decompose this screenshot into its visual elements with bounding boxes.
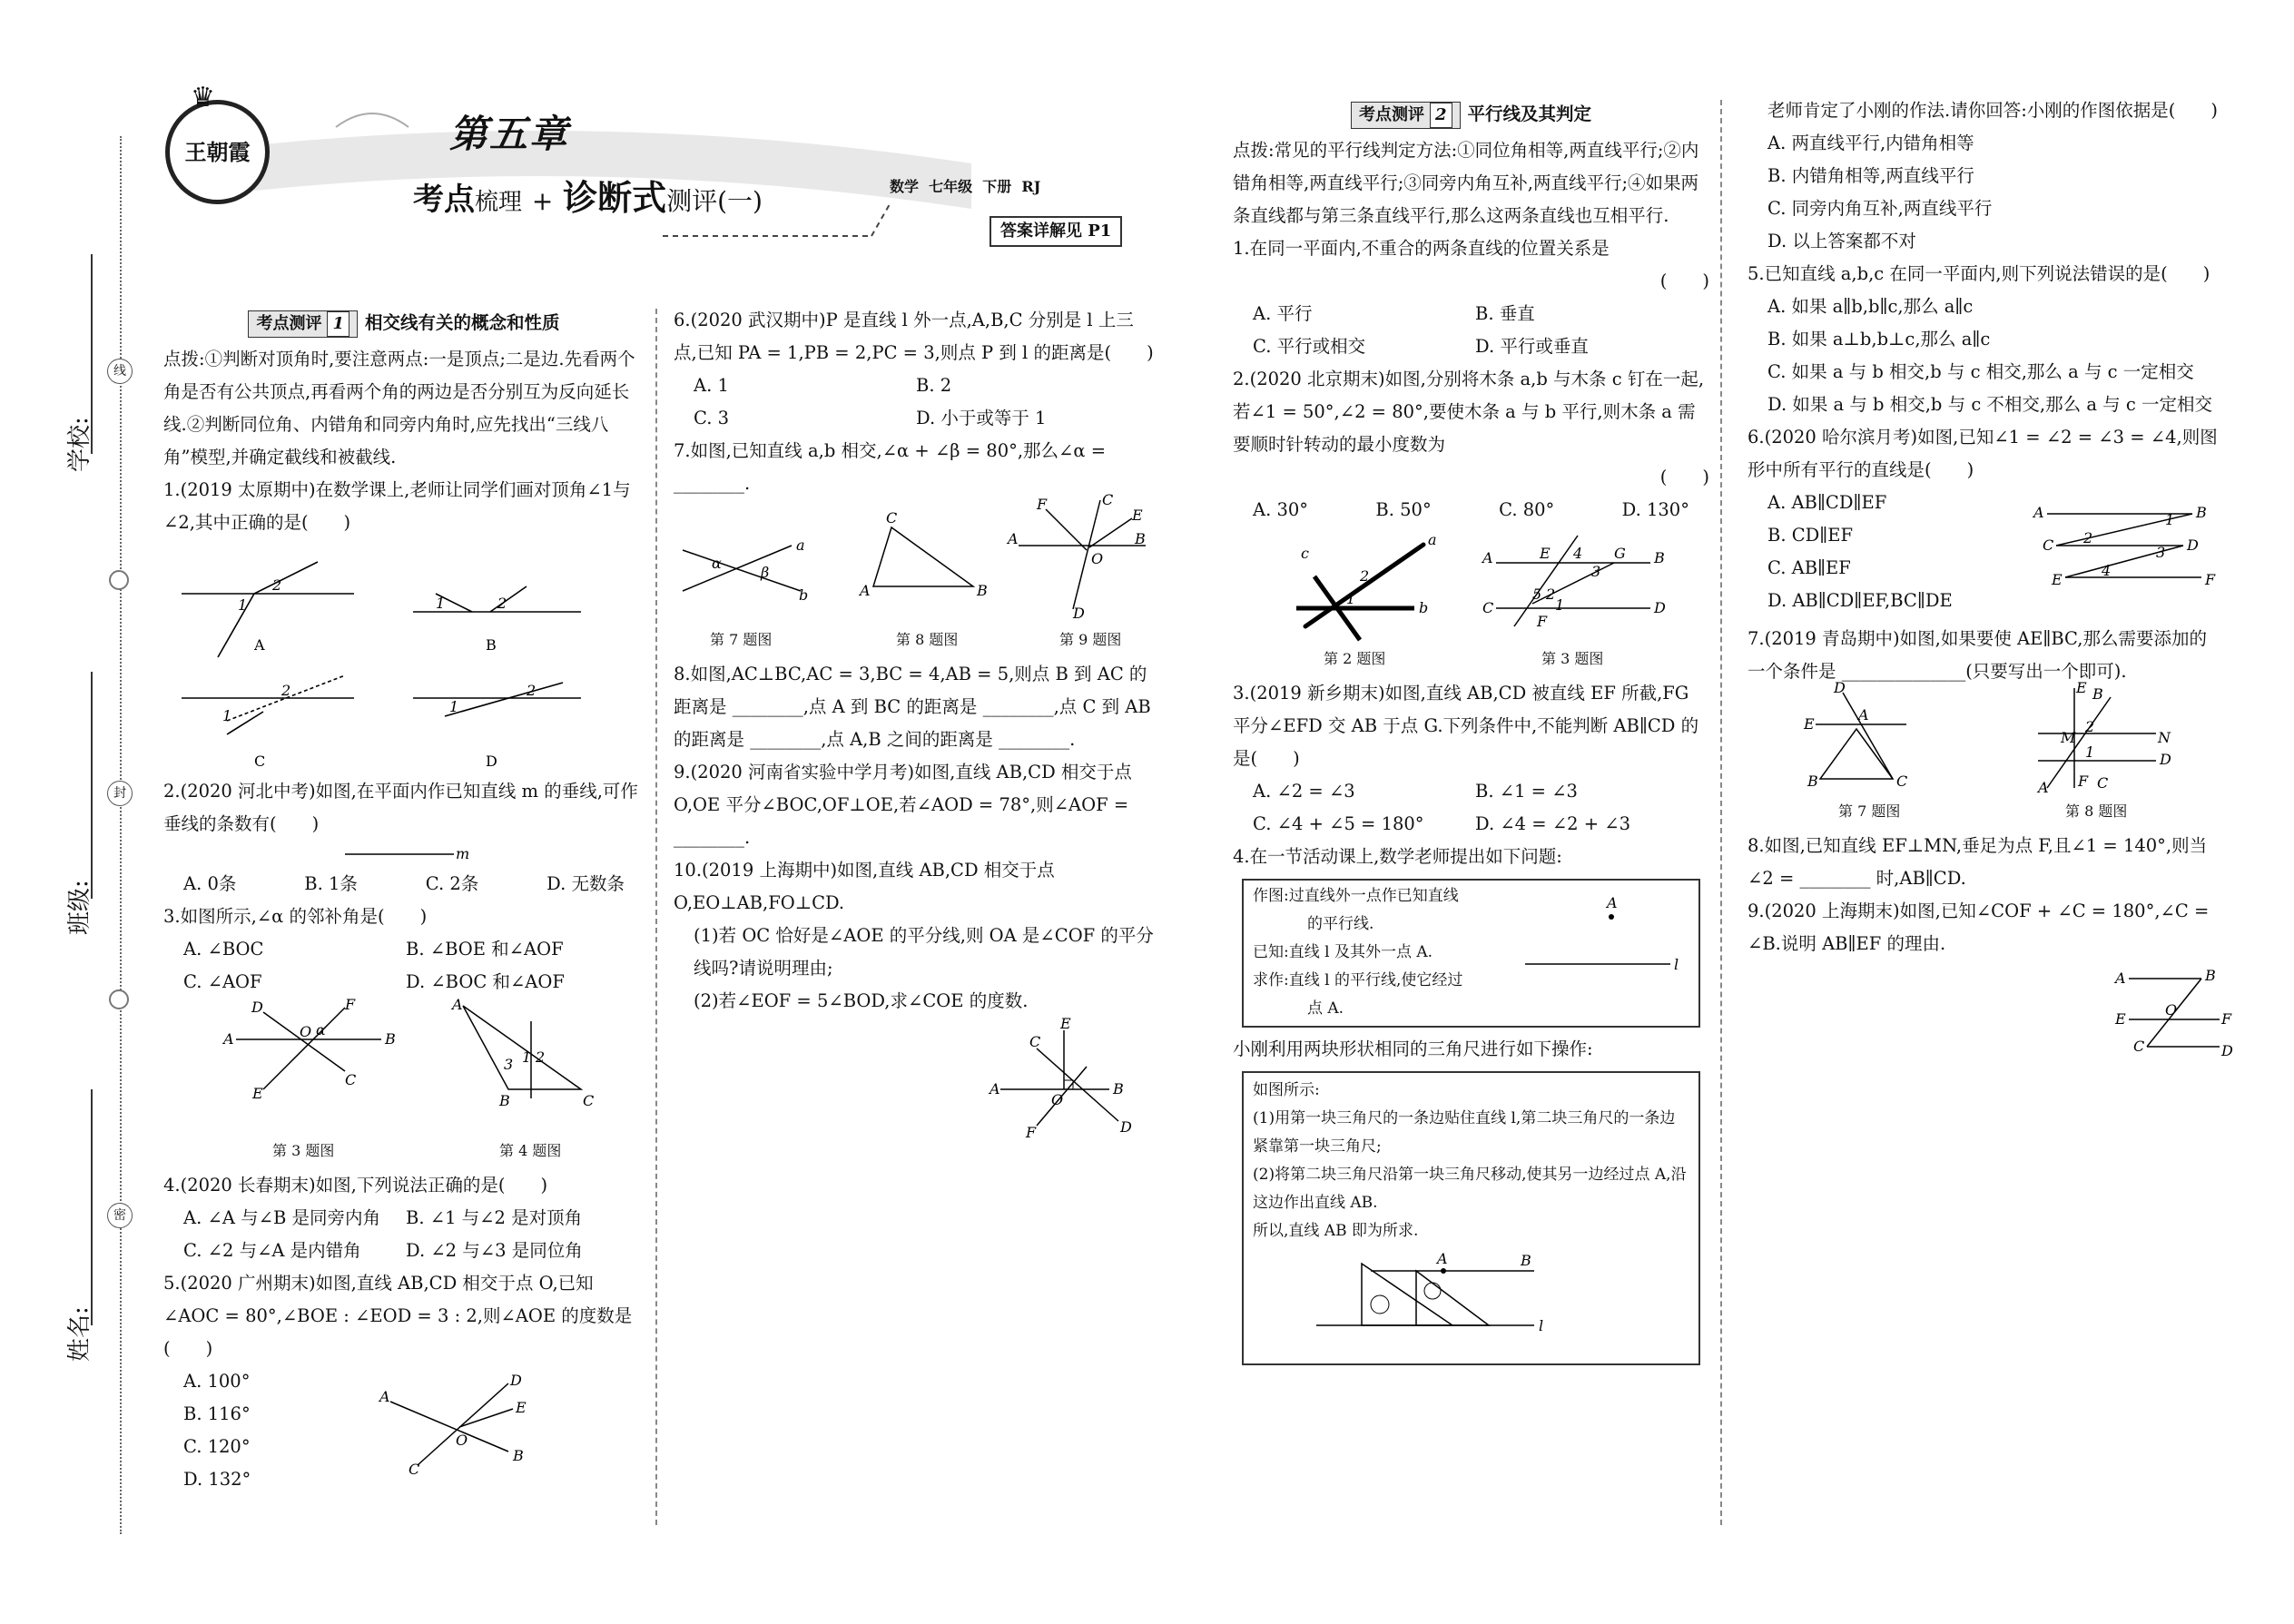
svg-text:C: C <box>1896 773 1908 790</box>
svg-text:1: 1 <box>222 707 232 724</box>
svg-text:B: B <box>2196 504 2207 521</box>
seal-mark-3: 密 <box>107 1203 133 1228</box>
name-label: 姓名: <box>66 1306 94 1362</box>
svg-text:O: O <box>456 1432 468 1449</box>
svg-text:B: B <box>385 1030 396 1048</box>
question-8: 8.如图,AC⊥BC,AC = 3,BC = 4,AB = 5,则点 B 到 AC 的距离是 ________,点 A 到 BC 的距离是 ________,点 C 到 AB 的距离是 ________,点 A,B 之间的距离是 ________. <box>674 664 1151 750</box>
svg-text:1: 1 <box>238 596 248 614</box>
q3-q4-figures <box>163 996 645 1144</box>
svg-text:4: 4 <box>1573 545 1583 562</box>
crown-icon: ♛ <box>191 82 215 113</box>
svg-text:A: A <box>1008 530 1019 547</box>
c3-fig2-caption: 第 2 题图 <box>1324 650 1386 667</box>
q3-2-paren: ( ) <box>1659 467 1709 487</box>
method-line-1: 如图所示: <box>1253 1081 1320 1099</box>
svg-text:E: E <box>516 1399 527 1416</box>
q5-opt-b[interactable]: B. 116° <box>183 1403 251 1424</box>
svg-text:2: 2 <box>1360 567 1370 585</box>
q3-3-options-row1 <box>1233 775 1709 808</box>
svg-text:C: C <box>1102 491 1114 508</box>
svg-text:5: 5 <box>1532 586 1542 603</box>
svg-text:1: 1 <box>2085 743 2095 761</box>
q4-opt-c[interactable]: C. ∠2 与∠A 是内错角 <box>183 1240 361 1261</box>
svg-text:3: 3 <box>504 1056 514 1073</box>
title-part-d: 测评(一) <box>666 186 763 216</box>
q10-figure <box>674 1015 1155 1157</box>
method-line-4: 所以,直线 AB 即为所求. <box>1253 1222 1419 1240</box>
c3-fig3-caption: 第 3 题图 <box>1541 650 1604 667</box>
name-blank[interactable] <box>91 1089 93 1325</box>
seal-mark-2: 封 <box>107 781 133 806</box>
main-title <box>413 177 763 219</box>
c4-q6-options <box>1767 487 1953 617</box>
c3q2-opt-a[interactable]: A. 30° <box>1253 499 1309 520</box>
fig9-caption: 第 9 题图 <box>1059 631 1122 648</box>
q4-figure <box>450 996 594 1109</box>
svg-text:l: l <box>1674 956 1679 973</box>
c4-q6-figure <box>2029 505 2220 605</box>
svg-text:2: 2 <box>2085 718 2095 735</box>
c4-q7-q8-figures <box>1748 679 2224 806</box>
svg-text:D: D <box>251 999 263 1016</box>
svg-text:D: D <box>2221 1042 2233 1059</box>
c4-q4-opt-c[interactable]: C. 同旁内角互补,两直线平行 <box>1767 198 1993 219</box>
title-part-c: 诊断式 <box>563 177 667 218</box>
c4-fig7-caption: 第 7 题图 <box>1838 802 1901 820</box>
svg-text:F: F <box>1037 496 1048 513</box>
svg-text:l: l <box>1539 1317 1544 1334</box>
c4-q5-opt-b[interactable]: B. 如果 a⊥b,b⊥c,那么 a∥c <box>1767 329 1991 349</box>
c4-q6-opt-d[interactable]: D. AB∥CD∥EF,BC∥DE <box>1767 590 1953 611</box>
svg-text:3: 3 <box>2156 544 2166 561</box>
svg-text:B: B <box>1113 1080 1124 1097</box>
svg-text:α: α <box>316 1021 326 1038</box>
svg-text:C: C <box>345 1071 357 1088</box>
svg-text:C: C <box>1482 599 1494 616</box>
logo-badge: 王朝霞 <box>165 100 270 204</box>
tip-2: 点拨:常见的平行线判定方法:①同位角相等,两直线平行;②内错角相等,两直线平行;③同旁内角互补,两直线平行;④如果两条直线都与第三条直线平行,那么这两条直线也互相平行. <box>1233 140 1699 226</box>
section-tag-2: 考点测评 2 <box>1351 102 1461 129</box>
method-box <box>1242 1071 1700 1365</box>
q4-options-row2 <box>163 1235 645 1267</box>
q7-figure <box>683 536 808 604</box>
q2-opt-a[interactable]: A. 0条 <box>183 873 237 894</box>
svg-text:b: b <box>799 586 809 604</box>
section-2-heading <box>1233 98 1709 131</box>
section-title-2: 平行线及其判定 <box>1467 103 1592 124</box>
c4-q4-opt-b[interactable]: B. 内错角相等,两直线平行 <box>1767 165 1974 186</box>
c4-q7-figure <box>1803 679 1907 790</box>
svg-text:D: D <box>1120 1118 1132 1136</box>
q1-figures <box>163 539 645 775</box>
task-line-5: 点 A. <box>1307 999 1344 1018</box>
subject-meta: 数学 七年级 下册 RJ <box>890 178 1041 195</box>
q1-figure-d <box>413 682 581 770</box>
svg-text:b: b <box>1419 599 1429 616</box>
svg-text:A: A <box>1482 549 1493 566</box>
c3q3-opt-a[interactable]: A. ∠2 = ∠3 <box>1253 781 1355 802</box>
q3-opt-a[interactable]: A. ∠BOC <box>183 939 264 960</box>
svg-text:1: 1 <box>1346 590 1356 607</box>
q4-options-row1 <box>163 1202 645 1235</box>
svg-text:B: B <box>2205 967 2216 984</box>
q3-1-options-row2 <box>1233 330 1709 363</box>
question-3: 3.如图所示,∠α 的邻补角是( ) <box>163 906 428 927</box>
svg-text:A: A <box>452 996 463 1013</box>
q3-2-options <box>1233 494 1709 527</box>
q3-question-1: 1.在同一平面内,不重合的两条直线的位置关系是 <box>1233 238 1610 259</box>
svg-text:A: A <box>1607 894 1618 911</box>
c4-question-7: 7.(2019 青岛期中)如图,如果要使 AE∥BC,那么需要添加的一个条件是 ______________(只要写出一个即可). <box>1748 628 2207 682</box>
c4-q4-opt-d[interactable]: D. 以上答案都不对 <box>1767 231 1916 251</box>
svg-text:A: A <box>1437 1250 1448 1267</box>
svg-text:E: E <box>1804 715 1815 733</box>
svg-text:E: E <box>2052 571 2063 588</box>
c4-q6-opt-b[interactable]: B. CD∥EF <box>1767 525 1854 546</box>
svg-text:B: B <box>499 1092 510 1109</box>
q3-4-followup: 小刚利用两块形状相同的三角尺进行如下操作: <box>1233 1038 1593 1059</box>
method-figure <box>1316 1250 1616 1359</box>
svg-text:1: 1 <box>1555 596 1565 614</box>
c3-q2-figure <box>1296 531 1437 640</box>
section-tag: 考点测评 1 <box>248 310 358 338</box>
c4-q4-opt-a[interactable]: A. 两直线平行,内错角相等 <box>1767 133 1974 153</box>
svg-text:F: F <box>2078 773 2089 790</box>
svg-text:B: B <box>1521 1252 1531 1269</box>
q3-options-row2 <box>163 966 645 999</box>
q6-opt-c[interactable]: C. 3 <box>694 408 730 428</box>
task-box-text <box>1253 882 1462 1023</box>
c3q1-opt-b[interactable]: B. 垂直 <box>1475 303 1535 324</box>
c3q3-opt-c[interactable]: C. ∠4 + ∠5 = 180° <box>1253 813 1424 834</box>
svg-text:E: E <box>1132 507 1143 524</box>
q1-label-b: B <box>486 636 497 654</box>
task-line-2: 的平行线. <box>1307 915 1374 933</box>
svg-text:a: a <box>796 536 805 554</box>
c4-question-6: 6.(2020 哈尔滨月考)如图,已知∠1 = ∠2 = ∠3 = ∠4,则图形中所有平行的直线是( ) <box>1748 427 2218 480</box>
c3q1-opt-a[interactable]: A. 平行 <box>1253 303 1313 324</box>
method-line-2: (1)用第一块三角尺的一条边贴住直线 l,第二块三角尺的一条边紧靠第一块三角尺; <box>1253 1109 1676 1156</box>
c4-fig8-caption: 第 8 题图 <box>2065 802 2128 820</box>
svg-text:A: A <box>379 1388 390 1405</box>
q2-opt-c[interactable]: C. 2条 <box>425 873 479 894</box>
c4-question-9: 9.(2020 上海期末)如图,已知∠COF + ∠C = 180°,∠C = ∠B.说明 AB∥EF 的理由. <box>1748 901 2210 954</box>
q3-opt-d[interactable]: D. ∠BOC 和∠AOF <box>406 971 565 992</box>
q1-figure-a <box>182 562 354 657</box>
fig8-caption: 第 8 题图 <box>896 631 959 648</box>
q4-opt-d[interactable]: D. ∠2 与∠3 是同位角 <box>406 1240 583 1261</box>
svg-text:1: 1 <box>449 698 459 715</box>
binding-strip <box>0 0 154 1624</box>
svg-text:4: 4 <box>2102 562 2112 579</box>
q5-opt-c[interactable]: C. 120° <box>183 1436 251 1457</box>
question-2: 2.(2020 河北中考)如图,在平面内作已知直线 m 的垂线,可作垂线的条数有( ) <box>163 781 638 834</box>
svg-text:2: 2 <box>2083 529 2093 546</box>
c3q2-opt-c[interactable]: C. 80° <box>1499 499 1555 520</box>
q5-opt-a[interactable]: A. 100° <box>183 1371 251 1392</box>
svg-text:2: 2 <box>497 595 507 612</box>
svg-text:F: F <box>2205 571 2216 588</box>
svg-text:M: M <box>2061 729 2076 746</box>
question-4: 4.(2020 长春期末)如图,下列说法正确的是( ) <box>163 1175 548 1196</box>
svg-text:c: c <box>1301 545 1309 562</box>
svg-text:A: A <box>2033 504 2044 521</box>
svg-text:F: F <box>1537 613 1548 630</box>
svg-text:F: F <box>2221 1010 2232 1028</box>
column-1 <box>163 307 645 1501</box>
svg-text:1: 1 <box>522 1048 532 1066</box>
c3-q2-q3-figures <box>1233 527 1709 654</box>
school-blank[interactable] <box>91 254 93 454</box>
question-10-part2: (2)若∠EOF = 5∠BOD,求∠COE 的度数. <box>694 990 1029 1011</box>
task-box <box>1242 879 1700 1028</box>
q3-question-2: 2.(2020 北京期末)如图,分别将木条 a,b 与木条 c 钉在一起,若∠1 = 50°,∠2 = 80°,要使木条 a 与 b 平行,则木条 a 需要顺时针转动的最小度数为 <box>1233 369 1705 455</box>
q2-figure <box>163 841 645 868</box>
c4-question-5: 5.已知直线 a,b,c 在同一平面内,则下列说法错误的是( ) <box>1748 263 2210 284</box>
svg-text:O: O <box>2165 1001 2178 1019</box>
svg-text:2: 2 <box>536 1048 546 1066</box>
q2-options <box>163 868 645 901</box>
q6-options-row2 <box>674 402 1155 435</box>
c4-q6-block <box>1748 487 2224 623</box>
svg-text:E: E <box>2115 1010 2126 1028</box>
svg-text:E: E <box>2076 679 2087 696</box>
q1-label-c: C <box>254 753 266 770</box>
q1-label-d: D <box>486 753 497 770</box>
question-7: 7.如图,已知直线 a,b 相交,∠α + ∠β = 80°,那么∠α = ________. <box>674 440 1107 494</box>
question-1: 1.(2019 太原期中)在数学课上,老师让同学们画对顶角∠1与∠2,其中正确的是( ) <box>163 479 631 533</box>
svg-text:F: F <box>1026 1124 1037 1141</box>
svg-text:F: F <box>345 996 356 1013</box>
svg-text:a: a <box>1428 531 1437 548</box>
svg-text:1: 1 <box>2165 511 2175 528</box>
class-blank[interactable] <box>91 672 93 899</box>
svg-text:A: A <box>989 1080 1000 1097</box>
column-2 <box>674 304 1155 1157</box>
c4-q5-opt-d[interactable]: D. 如果 a 与 b 相交,b 与 c 不相交,那么 a 与 c 一定相交 <box>1767 394 2212 415</box>
c3q2-opt-d[interactable]: D. 130° <box>1621 499 1689 520</box>
section-1-heading <box>163 307 645 340</box>
svg-text:D: D <box>510 1372 522 1389</box>
svg-text:D: D <box>1834 679 1846 696</box>
question-6: 6.(2020 武汉期中)P 是直线 l 外一点,A,B,C 分别是 l 上三点,已知 PA = 1,PB = 2,PC = 3,则点 P 到 l 的距离是( ) <box>674 310 1154 363</box>
q6-opt-d[interactable]: D. 小于或等于 1 <box>916 408 1047 428</box>
c4-q9-figure <box>1748 960 2233 1060</box>
seal-mark-1: 线 <box>107 359 133 384</box>
q5-figure <box>372 1365 554 1483</box>
svg-text:E: E <box>1540 545 1551 562</box>
svg-text:2: 2 <box>281 682 291 699</box>
svg-text:E: E <box>1060 1015 1071 1032</box>
q9-figure <box>1006 491 1146 622</box>
fig3-caption: 第 3 题图 <box>272 1142 335 1159</box>
svg-text:O: O <box>1051 1091 1064 1108</box>
q5-options <box>183 1365 251 1496</box>
svg-text:B: B <box>1135 530 1146 547</box>
svg-text:B: B <box>977 582 988 599</box>
q5-block <box>163 1365 645 1501</box>
fig7-caption: 第 7 题图 <box>710 631 773 648</box>
fig4-caption: 第 4 题图 <box>499 1142 562 1159</box>
chapter-title: 第五章 <box>449 112 570 156</box>
title-plus: + <box>531 186 554 216</box>
q3-options-row1 <box>163 933 645 966</box>
hole-1 <box>109 570 129 590</box>
question-10-part1: (1)若 OC 恰好是∠AOE 的平分线,则 OA 是∠COF 的平分线吗?请说明理由; <box>694 925 1154 979</box>
c4-captions <box>1748 802 2224 830</box>
title-part-a: 考点 <box>413 182 475 218</box>
header <box>154 82 1180 272</box>
question-10: 10.(2019 上海期中)如图,直线 AB,CD 相交于点 O,EO⊥AB,FO⊥CD. <box>674 860 1055 913</box>
c4-question-8: 8.如图,已知直线 EF⊥MN,垂足为点 F,且∠1 = 140°,则当∠2 = ________ 时,AB∥CD. <box>1748 835 2208 889</box>
title-part-b: 梳理 <box>475 189 523 216</box>
c4-q8-figure <box>2036 679 2171 796</box>
svg-text:C: C <box>409 1461 420 1478</box>
class-label: 班级: <box>66 880 94 935</box>
svg-text:C: C <box>2043 536 2054 554</box>
task-line-3: 已知:直线 l 及其外一点 A. <box>1253 943 1433 961</box>
q3-opt-b[interactable]: B. ∠BOE 和∠AOF <box>406 939 564 960</box>
c3-q3-figure <box>1481 536 1666 630</box>
svg-text:C: C <box>1029 1033 1041 1050</box>
svg-text:2: 2 <box>1546 586 1556 603</box>
q3-1-options-row1 <box>1233 298 1709 330</box>
svg-text:B: B <box>1807 773 1818 790</box>
svg-text:β: β <box>761 564 770 581</box>
svg-text:B: B <box>513 1447 524 1464</box>
svg-text:A: A <box>223 1030 234 1048</box>
column-4 <box>1748 94 2233 1060</box>
svg-text:D: D <box>1654 599 1666 616</box>
c4-q6-opt-c[interactable]: C. AB∥EF <box>1767 557 1851 578</box>
svg-text:A: A <box>2038 779 2049 796</box>
binding-line <box>120 136 122 1534</box>
q6-opt-b[interactable]: B. 2 <box>916 375 952 396</box>
question-9: 9.(2020 河南省实验中学月考)如图,直线 AB,CD 相交于点 O,OE 平分∠BOC,OF⊥OE,若∠AOD = 78°,则∠AOF = ________. <box>674 762 1132 848</box>
answer-ref: 答案详解见 P1 <box>989 216 1122 247</box>
q3-question-3: 3.(2019 新乡期末)如图,直线 AB,CD 被直线 EF 所截,FG 平分∠EFD 交 AB 于点 G.下列条件中,不能判断 AB∥CD 的是( ) <box>1233 683 1699 769</box>
svg-text:C: C <box>2133 1038 2145 1055</box>
svg-text:C: C <box>886 509 898 527</box>
svg-text:3: 3 <box>1591 563 1601 580</box>
divider-1 <box>655 309 657 1525</box>
svg-text:D: D <box>2160 751 2171 768</box>
q3-figure <box>222 996 396 1102</box>
c3-captions <box>1233 650 1709 677</box>
question-5: 5.(2020 广州期末)如图,直线 AB,CD 相交于点 O,已知∠AOC = 80°,∠BOE : ∠EOD = 3 : 2,则∠AOE 的度数是( ) <box>163 1273 633 1359</box>
c4-q6-opt-a[interactable]: A. AB∥CD∥EF <box>1767 492 1887 513</box>
q6-opt-a[interactable]: A. 1 <box>694 375 729 396</box>
svg-text:2: 2 <box>272 576 282 594</box>
hole-2 <box>109 989 129 1009</box>
c4-q5-opt-a[interactable]: A. 如果 a∥b,b∥c,那么 a∥c <box>1767 296 1974 317</box>
q3-opt-c[interactable]: C. ∠AOF <box>183 971 262 992</box>
svg-text:A: A <box>1858 706 1869 723</box>
q2-opt-b[interactable]: B. 1条 <box>304 873 358 894</box>
divider-2 <box>1720 100 1722 1525</box>
tip-1: 点拨:①判断对顶角时,要注意两点:一是顶点;二是边.先看两个角是否有公共顶点,再看两个角的两边是否分别互为反向延长线.②判断同位角、内错角和同旁内角时,应先找出“三线八角”模型,并确定截线和被截线. <box>163 349 635 468</box>
q2-opt-d[interactable]: D. 无数条 <box>546 873 625 894</box>
svg-text:A: A <box>860 582 871 599</box>
svg-text:C: C <box>583 1092 595 1109</box>
svg-text:2: 2 <box>527 682 537 699</box>
c3q3-opt-d[interactable]: D. ∠4 = ∠2 + ∠3 <box>1475 813 1631 834</box>
svg-text:α: α <box>712 555 722 572</box>
c3q2-opt-b[interactable]: B. 50° <box>1375 499 1432 520</box>
task-box-figure <box>1516 881 1698 1022</box>
q1-figure-c <box>182 675 354 770</box>
q3-question-4: 4.在一节活动课上,数学老师提出如下问题: <box>1233 846 1562 867</box>
q3-1-paren: ( ) <box>1659 271 1709 291</box>
svg-text:m: m <box>456 845 470 862</box>
svg-text:N: N <box>2158 729 2171 746</box>
q5-opt-d[interactable]: D. 132° <box>183 1469 251 1490</box>
c3q1-opt-c[interactable]: C. 平行或相交 <box>1253 336 1366 357</box>
q8-figure <box>858 509 988 599</box>
c4-q4-cont: 老师肯定了小刚的作法.请你回答:小刚的作图依据是( ) <box>1767 100 2218 121</box>
task-line-4: 求作:直线 l 的平行线,使它经过 <box>1253 971 1463 989</box>
q4-opt-b[interactable]: B. ∠1 与∠2 是对顶角 <box>406 1207 583 1228</box>
svg-text:D: D <box>1073 605 1085 622</box>
q4-opt-a[interactable]: A. ∠A 与∠B 是同旁内角 <box>183 1207 380 1228</box>
task-line-1: 作图:过直线外一点作已知直线 <box>1253 887 1459 905</box>
q6-options-row1 <box>674 369 1155 402</box>
q7-q9-figures <box>674 491 1155 636</box>
svg-text:A: A <box>2115 969 2126 987</box>
method-box-text <box>1253 1077 1689 1245</box>
q7-q9-captions <box>674 631 1155 658</box>
svg-text:B: B <box>1654 549 1665 566</box>
column-3 <box>1233 98 1709 1371</box>
svg-text:O: O <box>300 1023 312 1040</box>
method-line-3: (2)将第二块三角尺沿第一块三角尺移动,使其另一边经过点 A,沿这边作出直线 AB. <box>1253 1166 1687 1212</box>
school-label: 学校: <box>66 417 94 472</box>
svg-text:D: D <box>2187 536 2199 554</box>
q1-label-a: A <box>254 636 265 654</box>
c3q3-opt-b[interactable]: B. ∠1 = ∠3 <box>1475 781 1578 802</box>
svg-text:C: C <box>2097 774 2109 792</box>
svg-text:G: G <box>1614 545 1626 562</box>
q1-figure-b <box>413 586 581 654</box>
q3-q4-captions <box>163 1144 645 1169</box>
svg-text:O: O <box>1091 550 1104 567</box>
section-title: 相交线有关的概念和性质 <box>365 312 560 333</box>
c3q1-opt-d[interactable]: D. 平行或垂直 <box>1475 336 1589 357</box>
svg-text:1: 1 <box>436 595 446 612</box>
svg-text:E: E <box>252 1085 263 1102</box>
c4-q5-opt-c[interactable]: C. 如果 a 与 b 相交,b 与 c 相交,那么 a 与 c 一定相交 <box>1767 361 2194 382</box>
svg-text:B: B <box>2092 685 2103 703</box>
q3-3-options-row2 <box>1233 808 1709 841</box>
